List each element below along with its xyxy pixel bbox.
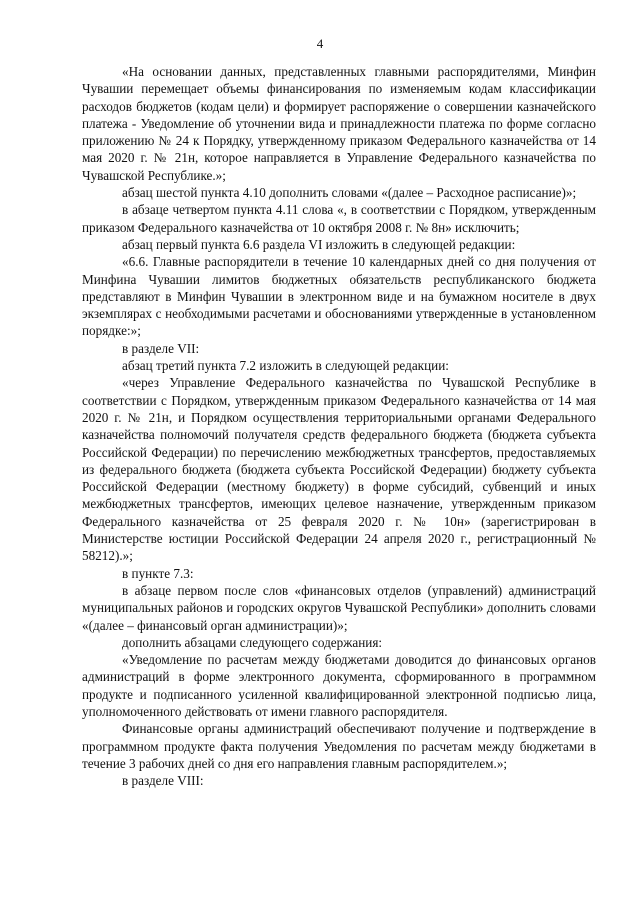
paragraph-item-7-3-first: в абзаце первом после слов «финансовых отделов (управлений) администраций муниципальных районов и городских округов Чувашской Республики» дополнить словами «(далее – финансовый орган администрации)»; xyxy=(82,582,596,633)
paragraph-notification: «Уведомление по расчетам между бюджетами доводится до финансовых органов администраций в форме электронного документа, сформированного в программном продукте и подписанного усиленной квалифицированной электронной подписью лица, уполномоченного действовать от имени главного распорядителя. xyxy=(82,652,596,719)
paragraph-item-4-10: абзац шестой пункта 4.10 дополнить словами «(далее – Расходное расписание)»; xyxy=(122,185,577,201)
paragraph-fund-transfer: «На основании данных, представленных главными распорядителями, Минфин Чувашии перемещает объемы финансирования по изменяемым кодам классификации расходов бюджетов (кодам цели) и формирует распоряжение о совершении казначейского платежа - Уведомление об уточнении вида и принадлежности платежа по форме согласно приложению № 24 к Порядку, утвержденному приказом Федерального казначейства от 14 мая 2020 г. № 21н, которое направляется в Управление Федерального казначейства по Чувашской Республике.»; xyxy=(82,64,596,183)
paragraph-section-viii: в разделе VIII: xyxy=(122,773,204,789)
paragraph-item-7-2-intro: абзац третий пункта 7.2 изложить в следующей редакции: xyxy=(122,358,449,374)
paragraph-financial-bodies: Финансовые органы администраций обеспечивают получение и подтверждение в программном продукте факта получения Уведомления по расчетам между бюджетами в течение 3 рабочих дней со дня его направления главным распорядителем.»; xyxy=(82,721,596,771)
page-number: 4 xyxy=(316,36,324,51)
paragraph-item-7-2-text: «через Управление Федерального казначейства по Чувашской Республике в соответствии с Порядком, утвержденным приказом Федерального казначейства от 14 мая 2020 г. № 21н, и Порядком осуществления территориальными органами Федерального казначейства полномочий получателя средств федерального бюджета (бюджета субъекта Российской Федерации) по перечислению межбюджетных трансфертов, предоставляемых из федерального бюджета (бюджета субъекта Российской Федерации) бюджету субъекта Российской Федерации (местному бюджету) в форме субсидий, субвенций и иных межбюджетных трансфертов, имеющих целевое назначение, утвержденным приказом Федерального казначейства от 25 февраля 2020 г. № 10н» (зарегистрирован в Министерстве юстиции Российской Федерации 24 апреля 2020 г., регистрационный № 58212).»; xyxy=(82,375,596,564)
paragraph-item-7-3: в пункте 7.3: xyxy=(122,565,194,581)
paragraph-item-6-6-text: «6.6. Главные распорядители в течение 10 календарных дней со дня получения от Минфина Чувашии лимитов бюджетных обязательств республиканского бюджета представляют в Минфин Чувашии в электронном виде и на бумажном носителе в двух экземплярах с необходимыми расчетами и обоснованиями утвержденные в установленном порядке:»; xyxy=(82,254,596,339)
paragraph-section-vii: в разделе VII: xyxy=(122,340,200,356)
paragraph-item-4-11: в абзаце четвертом пункта 4.11 слова «, в соответствии с Порядком, утвержденным приказом Федерального казначейства от 10 октября 2008 г. № 8н» исключить; xyxy=(82,202,596,235)
paragraph-add-subparagraphs: дополнить абзацами следующего содержания: xyxy=(122,634,383,650)
document-body xyxy=(82,63,596,789)
paragraph-item-6-6-intro: абзац первый пункта 6.6 раздела VI изложить в следующей редакции: xyxy=(122,236,516,252)
